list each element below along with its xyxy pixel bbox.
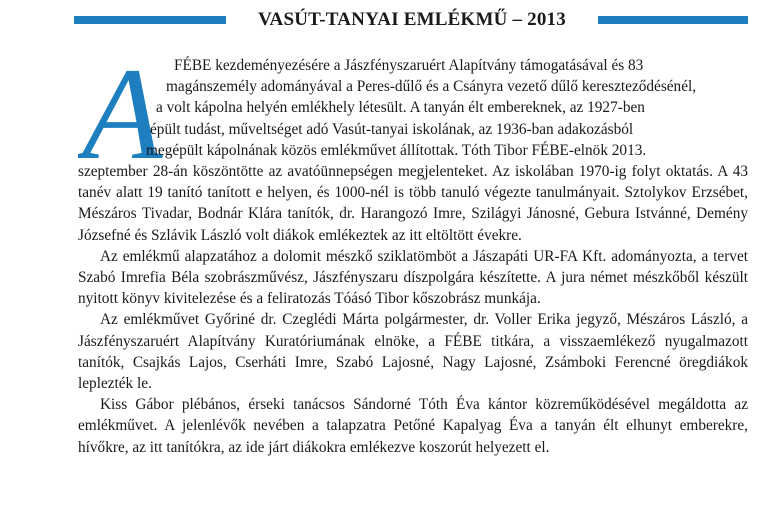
paragraph-1-line-4: épült tudást, műveltséget adó Vasút-tanyai iskolának, az 1936-ban adakozásból xyxy=(150,120,634,138)
article-body xyxy=(78,55,748,458)
article-header xyxy=(0,8,773,32)
paragraph-4: Kiss Gábor plébános, érseki tanácsos Sándorné Tóth Éva kántor közreműködésével megáldotta az emlékművet. A jelenlévők nevében a talapzatra Petőné Kapalyag Éva a tanyán élt elhunyt emberekre, hívőkre, az itt tanítókra, az ide járt diákokra emlékezve koszorút helyezett el. xyxy=(78,396,748,456)
paragraph-1-line-1: FÉBE kezdeményezésére a Jászfényszaruért Alapítvány támogatásával és 83 xyxy=(174,57,644,74)
paragraph-1 xyxy=(78,55,748,246)
paragraph-3: Az emlékművet Győriné dr. Czeglédi Márta polgármester, dr. Voller Erika jegyző, Mészáros László, a Jászfényszaruért Alapítvány Kuratóriumának elnöke, a FÉBE titkára, a visszaemlékező nyugalmazott tanítók, Csajkás Lajos, Cserháti Imre, Szabó Lajosné, Nagy Lajosné, Zsámboki Ferencné öregdiákok leplezték le. xyxy=(78,311,748,393)
article-title: VASÚT-TANYAI EMLÉKMŰ – 2013 xyxy=(258,9,566,30)
drop-cap-letter: A xyxy=(82,40,163,166)
paragraph-1-line-2: magánszemély adományával a Peres-dűlő és a Csányra vezető dűlő kereszteződésénél, xyxy=(166,78,697,96)
paragraph-1-line-5: megépült kápolnának közös emlékművet állítottak. Tóth Tibor FÉBE-elnök 2013. xyxy=(146,141,647,159)
header-rule-right xyxy=(598,16,748,24)
paragraph-2: Az emlékmű alapzatához a dolomit mészkő sziklatömböt a Jászapáti UR-FA Kft. adományozta, a tervet Szabó Imrefia Béla szobrászművész, Jászfényszaru díszpolgára készítette. A jura német mészkőből készült nyitott könyv kivitelezése és a feliratozás Tóásó Tibor kőszobrász munkája. xyxy=(78,247,748,308)
paragraph-1-line-3: a volt kápolna helyén emlékhely létesült. A tanyán élt embereknek, az 1927-ben xyxy=(156,99,645,117)
paragraph-1-rest: szeptember 28-án köszöntötte az avatóünnepségen megjelenteket. Az iskolában 1970-ig folyt oktatás. A 43 tanév alatt 19 tanító tanított e helyen, és 1000-nél is több tanuló végezte tanulmányait. Sztolykov Erzsébet, Mészáros Tivadar, Bodnár Klára tanítók, dr. Harangozó Imre, Szilágyi Jánosné, Gebura Istvánné, Demény Józsefné és Szlávik László volt diákok emlékeztek az itt eltöltött évekre. xyxy=(78,163,748,244)
header-rule-left xyxy=(74,16,226,24)
